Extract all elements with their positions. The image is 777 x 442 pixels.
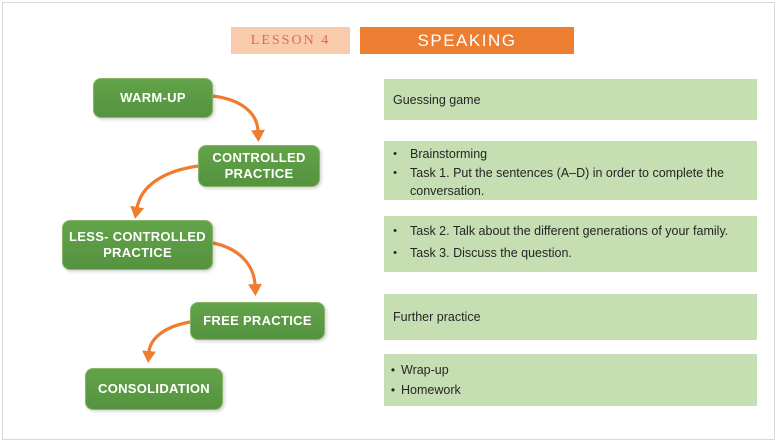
list-item: [390, 145, 749, 164]
flow-step-free-practice: FREE PRACTICE: [190, 302, 325, 340]
bullet-icon: •: [393, 247, 397, 259]
detail-panel-free-practice: [384, 294, 757, 340]
arrow-controlled-to-lesscontrolled: [137, 166, 198, 208]
flow-step-less-controlled-practice: LESS- CONTROLLED PRACTICE: [62, 220, 213, 270]
list-item: [389, 380, 749, 400]
flow-step-warm-up: WARM-UP: [93, 78, 213, 118]
flow-step-controlled-practice: CONTROLLED PRACTICE: [198, 145, 320, 187]
list-item: [390, 164, 749, 201]
panel-line: Wrap-up: [401, 363, 449, 377]
bullet-icon: •: [393, 148, 397, 160]
panel-line: Guessing game: [393, 92, 481, 107]
panel-line: Brainstorming: [410, 147, 488, 161]
arrow-warmup-to-controlled: [212, 96, 258, 131]
list-item: [389, 360, 749, 380]
arrow-free-to-consolidation: [149, 322, 190, 352]
panel-line: Task 3. Discuss the question.: [410, 246, 572, 260]
slide-title: SPEAKING: [360, 27, 574, 54]
panel-line: Task 2. Talk about the different generations of your family.: [410, 224, 729, 238]
panel-line: Homework: [401, 383, 461, 397]
list-item: [390, 242, 749, 264]
detail-panel-consolidation: [384, 354, 757, 406]
bullet-icon: •: [390, 363, 396, 377]
flow-step-consolidation: CONSOLIDATION: [85, 368, 223, 410]
arrow-lesscontrolled-to-free: [213, 243, 255, 285]
bullet-icon: •: [390, 383, 396, 397]
lesson-badge: LESSON 4: [231, 27, 350, 54]
bullet-icon: •: [393, 225, 397, 237]
panel-line: Further practice: [393, 310, 481, 324]
panel-line: Task 1. Put the sentences (A–D) in order to complete the conversation.: [410, 165, 725, 198]
detail-panel-warm-up: [384, 79, 757, 120]
detail-panel-less-controlled-practice: [384, 216, 757, 272]
bullet-icon: •: [393, 166, 397, 179]
detail-panel-controlled-practice: [384, 141, 757, 200]
list-item: [390, 220, 749, 242]
